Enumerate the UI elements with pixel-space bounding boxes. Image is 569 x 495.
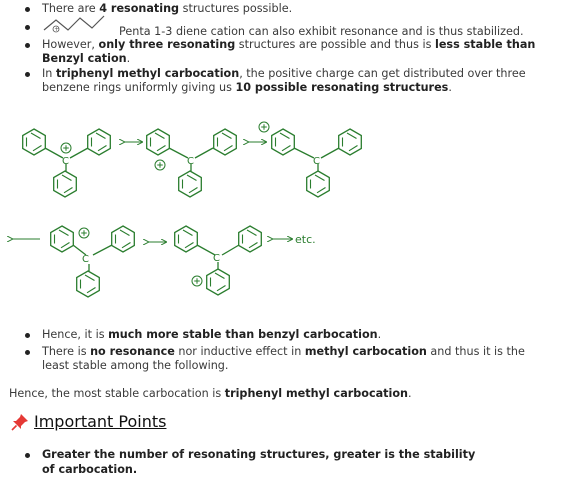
list-item: + Penta 1-3 diene cation can also exhibit resonance and is thus stabilized.: [22, 20, 542, 36]
pushpin-icon: [11, 413, 29, 431]
list-item: In triphenyl methyl carbocation, the positive charge can get distributed over three benzene rings uniformly giving us 10 possible resonating structures.: [22, 67, 542, 96]
conclusion-text: Hence, the most stable carbocation is triphenyl methyl carbocation.: [9, 387, 412, 400]
important-points-list: [22, 448, 482, 477]
carbon-label: C: [82, 254, 89, 265]
list-item: There are 4 resonating structures possible.: [22, 2, 542, 17]
carbon-label: C: [62, 156, 69, 167]
carbon-label: C: [213, 253, 220, 264]
important-points-heading: [11, 412, 166, 431]
resonance-structure-3: [259, 122, 361, 197]
carbon-label: C: [313, 156, 320, 167]
list-item: Hence, it is much more stable than benzyl carbocation.: [22, 328, 542, 343]
svg-text:+: +: [54, 25, 60, 33]
pentadiene-cation-structure: [42, 12, 114, 34]
important-points-title: Important Points: [34, 412, 167, 431]
carbon-label: C: [187, 156, 194, 167]
triphenylmethyl-resonance-scheme: [0, 112, 569, 317]
list-item: Greater the number of resonating structures, greater is the stability of carbocation.: [22, 448, 482, 477]
etc-label: etc.: [295, 233, 316, 246]
list-item: However, only three resonating structures are possible and thus is less stable than Benzyl cation.: [22, 38, 542, 67]
list-item: There is no resonance nor inductive effect in methyl carbocation and thus it is the least stable among the following.: [22, 345, 542, 374]
stability-comparison-list: [22, 328, 542, 374]
resonance-structure-4: [51, 226, 135, 297]
resonance-facts-list: [22, 2, 542, 96]
